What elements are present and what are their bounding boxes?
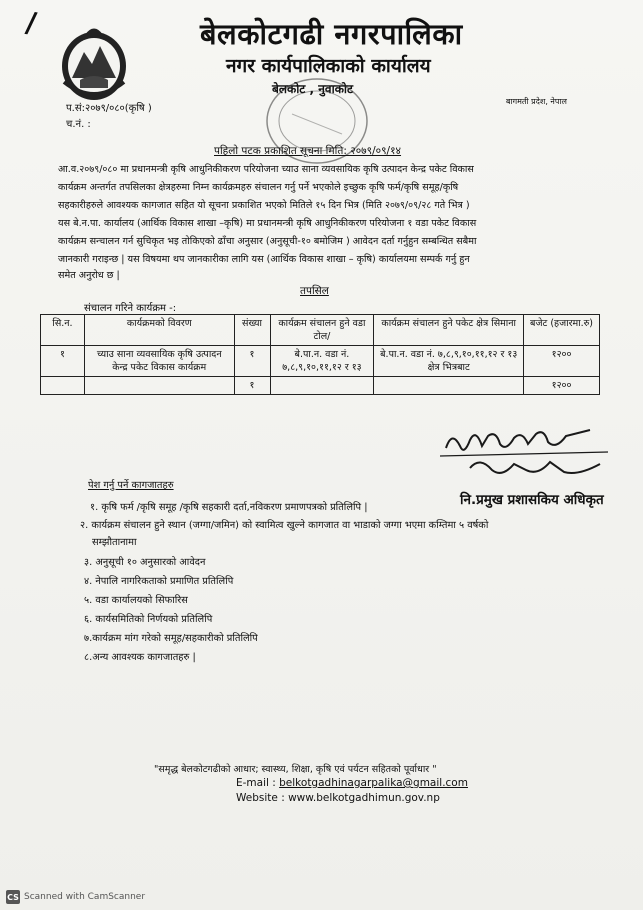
documents-heading: पेश गर्नु पर्ने कागजातहरु: [88, 480, 174, 491]
table-cell: [270, 377, 374, 395]
signatory-title: नि.प्रमुख प्रशासकिय अधिकृत: [460, 492, 604, 508]
table-cell: बे.पा.न. वडा नं. ७,८,९,१०,११,१२ र १३: [270, 346, 374, 377]
email-link[interactable]: belkotgadhinagarpalika@gmail.com: [279, 777, 468, 789]
table-header-row: [41, 315, 600, 346]
paragraph-line: समेत अनुरोध छ |: [58, 270, 120, 281]
paragraph-line: आ.व.२०७९/०८० मा प्रधानमन्त्री कृषि आधुनिकीकरण परियोजना च्याउ साना व्यवसायिक कृषि उत्पादन केन्द्र पकेट विकास: [58, 164, 474, 175]
footer-website: [236, 792, 440, 804]
document-item: २. कार्यक्रम संचालन हुने स्थान (जग्गा/जमिन) को स्वामित्व खुल्ने कागजात वा भाडाको जग्गा भएमा कम्तिमा ५ वर्षको: [80, 520, 489, 531]
website-link[interactable]: www.belkotgadhimun.gov.np: [288, 792, 440, 804]
document-item: ३. अनुसूची १० अनुसारको आवेदन: [84, 557, 206, 568]
program-table: [40, 314, 600, 395]
footer-slogan: "समृद्ध बेलकोटगढीको आधार; स्वास्थ्य, शिक्षा, कृषि एवं पर्यटन सहितको पूर्वाधार ": [154, 764, 437, 775]
province-label: बागमती प्रदेश, नेपाल: [506, 97, 567, 106]
scanner-watermark: [6, 890, 145, 904]
table-cell: [84, 377, 234, 395]
table-cell: १: [234, 346, 270, 377]
scanner-watermark-text: Scanned with CamScanner: [24, 892, 146, 902]
table-header-cell: कार्यक्रम संचालन हुने पकेट क्षेत्र सिमाना: [374, 315, 524, 346]
camscanner-logo-icon: CS: [6, 890, 20, 904]
pen-mark: /: [23, 5, 39, 40]
paragraph-line: कार्यक्रम अन्तर्गत तपसिलका क्षेत्रहरुमा निम्न कार्यक्रमहरु संचालन गर्नु पर्ने भएकोले इच्छुक कृषि फर्म/कृषि समूह/कृषि: [58, 182, 459, 193]
table-header-cell: बजेट (हजारमा.रु): [524, 315, 600, 346]
table-cell: [41, 377, 85, 395]
paragraph-line: जानकारी गराइन्छ | यस विषयमा थप जानकारीका लागि यस (आर्थिक विकास शाखा – कृषि) कार्यालयमा सम्पर्क गर्नु हुन: [58, 254, 470, 265]
notice-title: पहिलो पटक प्रकाशित सूचना मिति: २०७९/०९/१४: [214, 145, 402, 157]
paragraph-line: सहकारीहरुले आवश्यक कागजात सहित यो सूचना प्रकाशित भएको मितिले १५ दिन भित्र (मिति २०७९/०९/२८ गते भित्र ): [58, 200, 470, 211]
table-cell: १२००: [524, 377, 600, 395]
table-header-cell: कार्यक्रमको विवरण: [84, 315, 234, 346]
footer-email: [236, 777, 468, 789]
reference-number: प.सं:२०७९/०८०(कृषि ): [66, 103, 152, 114]
office-address: बेलकोट , नुवाकोट: [272, 82, 354, 96]
office-name: बेलकोटगढी नगरपालिका: [200, 17, 463, 51]
document-item: १. कृषि फर्म /कृषि समूह /कृषि सहकारी दर्ता,नविकरण प्रमाणपत्रको प्रतिलिपि |: [90, 502, 368, 513]
table-total-row: [41, 377, 600, 395]
table-cell: १: [41, 346, 85, 377]
dispatch-number: च.नं. :: [66, 119, 91, 130]
table-cell: १: [234, 377, 270, 395]
document-item: ४. नेपालि नागरिकताको प्रमाणित प्रतिलिपि: [84, 576, 234, 587]
table-cell: बे.पा.न. वडा नं. ७,८,९,१०,११,१२ र १३ क्षेत्र भित्रबाट: [374, 346, 524, 377]
table-cell: च्याउ साना व्यवसायिक कृषि उत्पादन केन्द्र पकेट विकास कार्यक्रम: [84, 346, 234, 377]
table-cell: १२००: [524, 346, 600, 377]
website-label: Website :: [236, 792, 285, 804]
document-item: ५. वडा कार्यालयको सिफारिस: [84, 595, 188, 606]
table-row: [41, 346, 600, 377]
table-title: संचालन गरिने कार्यक्रम -:: [84, 303, 177, 314]
nepal-emblem-icon: [58, 22, 130, 104]
table-cell: [374, 377, 524, 395]
document-item: सम्झौतानामा: [92, 537, 137, 548]
table-header-cell: संख्या: [234, 315, 270, 346]
paragraph-line: कार्यक्रम सन्चालन गर्न सुचिकृत भइ तोकिएको ढाँचा अनुसार (अनुसूची-१० बमोजिम ) आवेदन दर्ता गर्नुहुन सम्बन्धित सबैमा: [58, 236, 477, 247]
document-item: ७.कार्यक्रम मांग गरेको समूह/सहकारीको प्रतिलिपि: [84, 633, 258, 644]
office-subtitle: नगर कार्यपालिकाको कार्यालय: [226, 55, 431, 77]
handwritten-signature-icon: [440, 426, 610, 481]
table-header-cell: सि.न.: [41, 315, 85, 346]
email-label: E-mail :: [236, 777, 276, 789]
schedule-heading: तपसिल: [300, 285, 329, 297]
document-item: ८.अन्य आवश्यक कागजातहरु |: [84, 652, 196, 663]
paragraph-line: यस बे.न.पा. कार्यालय (आर्थिक विकास शाखा –कृषि) मा प्रधानमन्त्री कृषि आधुनिकीकरण परियोजना १ वडा पकेट विकास: [58, 218, 477, 229]
document-item: ६. कार्यसमितिको निर्णयको प्रतिलिपि: [84, 614, 213, 625]
table-header-cell: कार्यक्रम संचालन हुने वडा टोल/: [270, 315, 374, 346]
